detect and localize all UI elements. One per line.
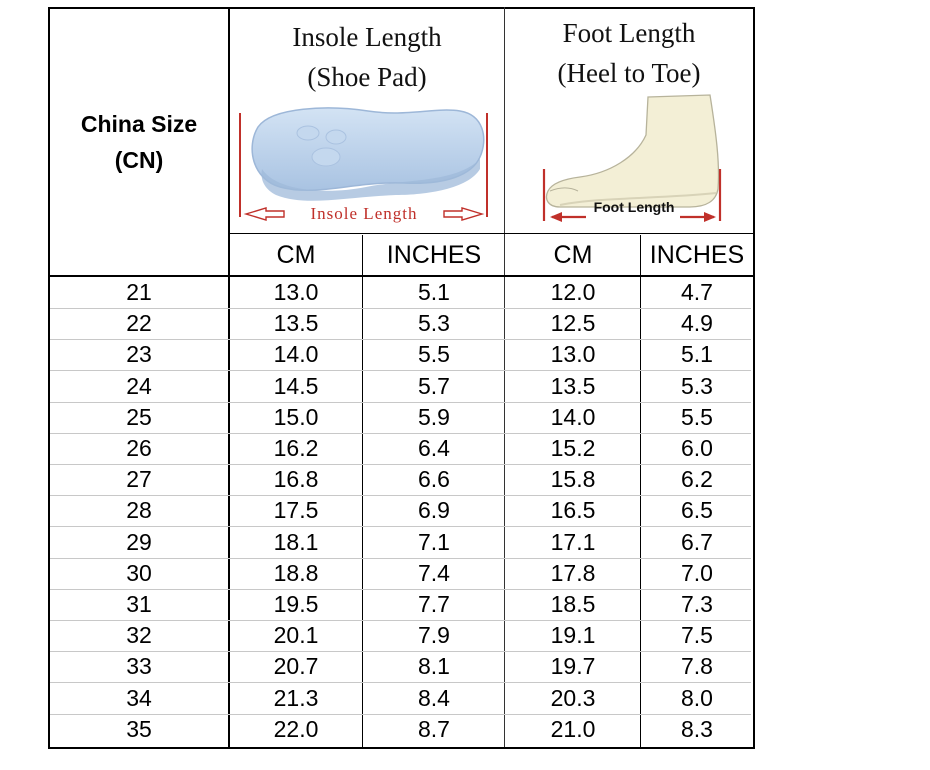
table-row <box>50 495 751 526</box>
cell-insole-inches: 7.1 <box>418 528 450 555</box>
cell-china-size: 32 <box>126 622 152 649</box>
cell-foot-inches: 8.0 <box>681 684 713 711</box>
insole-caption: Insole Length <box>310 204 418 223</box>
cell-insole-cm: 14.0 <box>273 341 319 368</box>
cell-china-size: 27 <box>126 466 152 493</box>
cell-foot-cm: 14.0 <box>550 403 596 430</box>
china-size-label: China Size <box>80 111 198 137</box>
cell-insole-cm: 18.1 <box>273 528 319 555</box>
cell-china-size: 24 <box>126 372 152 399</box>
cell-foot-inches: 8.3 <box>681 715 713 742</box>
cell-foot-inches: 6.2 <box>681 466 713 493</box>
cell-china-size: 34 <box>126 684 152 711</box>
foot-title <box>506 13 752 93</box>
foot-title-line1: Foot Length <box>562 18 696 48</box>
cell-foot-cm: 13.5 <box>550 372 596 399</box>
table-row <box>50 714 751 745</box>
cell-insole-inches: 6.9 <box>418 497 450 524</box>
cell-foot-cm: 13.0 <box>550 341 596 368</box>
table-row <box>50 433 751 464</box>
unit-foot-cm: CM <box>553 240 593 269</box>
cell-foot-inches: 5.5 <box>681 403 713 430</box>
cell-insole-inches: 5.9 <box>418 403 450 430</box>
table-row <box>50 527 751 558</box>
cell-china-size: 30 <box>126 559 152 586</box>
cell-china-size: 33 <box>126 653 152 680</box>
cell-insole-inches: 7.9 <box>418 622 450 649</box>
cell-insole-inches: 7.7 <box>418 591 450 617</box>
cell-china-size: 35 <box>126 715 152 742</box>
foot-right-arrow <box>704 212 716 222</box>
cell-insole-cm: 14.5 <box>273 372 319 399</box>
cell-insole-inches: 5.7 <box>418 372 450 399</box>
cell-foot-inches: 7.5 <box>681 622 713 649</box>
cell-insole-cm: 21.3 <box>273 684 319 711</box>
table-row <box>50 620 751 651</box>
cell-insole-cm: 22.0 <box>273 715 319 742</box>
cell-china-size: 25 <box>126 403 152 430</box>
table-row <box>50 402 751 433</box>
china-size-unit-label: (CN) <box>114 147 164 173</box>
cell-foot-cm: 12.5 <box>550 310 596 337</box>
insole-left-arrow <box>246 208 284 220</box>
foot-title-line2: (Heel to Toe) <box>557 58 701 88</box>
cell-insole-cm: 17.5 <box>273 497 319 524</box>
table-row <box>50 277 751 308</box>
cell-foot-inches: 6.0 <box>681 435 713 461</box>
cell-insole-inches: 5.3 <box>418 310 450 337</box>
cell-china-size: 23 <box>126 341 152 368</box>
unit-insole-cm: CM <box>276 240 316 269</box>
cell-china-size: 28 <box>126 497 152 524</box>
insole-title <box>230 17 504 97</box>
size-chart-table <box>48 7 753 747</box>
cell-insole-cm: 15.0 <box>273 403 319 430</box>
cell-foot-cm: 18.5 <box>550 591 596 617</box>
cell-insole-inches: 7.4 <box>418 559 450 586</box>
cell-china-size: 21 <box>126 279 152 305</box>
table-row <box>50 558 751 589</box>
table-row <box>50 371 751 402</box>
cell-insole-inches: 8.4 <box>418 684 450 711</box>
cell-insole-inches: 5.5 <box>418 341 450 368</box>
table-row <box>50 464 751 495</box>
cell-foot-cm: 19.7 <box>550 653 596 680</box>
cell-insole-cm: 20.7 <box>273 653 319 680</box>
cell-insole-cm: 20.1 <box>273 622 319 649</box>
cell-insole-cm: 16.8 <box>273 466 319 493</box>
cell-foot-inches: 6.5 <box>681 497 713 524</box>
table-row <box>50 683 751 714</box>
cell-foot-inches: 6.7 <box>681 528 713 555</box>
cell-foot-cm: 17.8 <box>550 559 596 586</box>
table-row <box>50 651 751 682</box>
cell-foot-cm: 19.1 <box>550 622 596 649</box>
cell-china-size: 22 <box>126 310 152 337</box>
cell-insole-cm: 19.5 <box>273 591 319 617</box>
cell-foot-cm: 15.8 <box>550 466 596 493</box>
insole-right-arrow <box>444 208 482 220</box>
insole-title-line1: Insole Length <box>292 22 442 52</box>
cell-insole-cm: 13.5 <box>273 310 319 337</box>
cell-china-size: 31 <box>126 591 152 617</box>
cell-insole-inches: 8.7 <box>418 715 450 742</box>
cell-insole-cm: 18.8 <box>273 559 319 586</box>
cell-foot-inches: 4.7 <box>681 279 713 305</box>
cell-foot-cm: 21.0 <box>550 715 596 742</box>
table-row <box>50 589 751 620</box>
cell-foot-cm: 12.0 <box>550 279 596 305</box>
cell-foot-inches: 7.3 <box>681 591 713 617</box>
unit-foot-inches: INCHES <box>649 240 745 269</box>
cell-foot-inches: 5.3 <box>681 372 713 399</box>
cell-foot-cm: 15.2 <box>550 435 596 461</box>
cell-insole-inches: 6.4 <box>418 435 450 461</box>
cell-foot-inches: 4.9 <box>681 310 713 337</box>
cell-foot-inches: 5.1 <box>681 341 713 368</box>
china-size-header <box>50 9 228 275</box>
cell-insole-inches: 6.6 <box>418 466 450 493</box>
cell-insole-cm: 16.2 <box>273 435 319 461</box>
cell-foot-inches: 7.8 <box>681 653 713 680</box>
foot-caption: Foot Length <box>593 199 675 215</box>
insole-title-line2: (Shoe Pad) <box>307 62 427 92</box>
divider-units-top <box>228 233 753 234</box>
cell-foot-cm: 16.5 <box>550 497 596 524</box>
cell-foot-inches: 7.0 <box>681 559 713 586</box>
table-row <box>50 339 751 370</box>
cell-insole-inches: 8.1 <box>418 653 450 680</box>
unit-insole-inches: INCHES <box>386 240 482 269</box>
foot-left-arrow <box>550 212 562 222</box>
cell-insole-cm: 13.0 <box>273 279 319 305</box>
cell-insole-inches: 5.1 <box>418 279 450 305</box>
table-row <box>50 308 751 339</box>
cell-china-size: 26 <box>126 435 152 461</box>
cell-china-size: 29 <box>126 528 152 555</box>
cell-foot-cm: 20.3 <box>550 684 596 711</box>
cell-foot-cm: 17.1 <box>550 528 596 555</box>
